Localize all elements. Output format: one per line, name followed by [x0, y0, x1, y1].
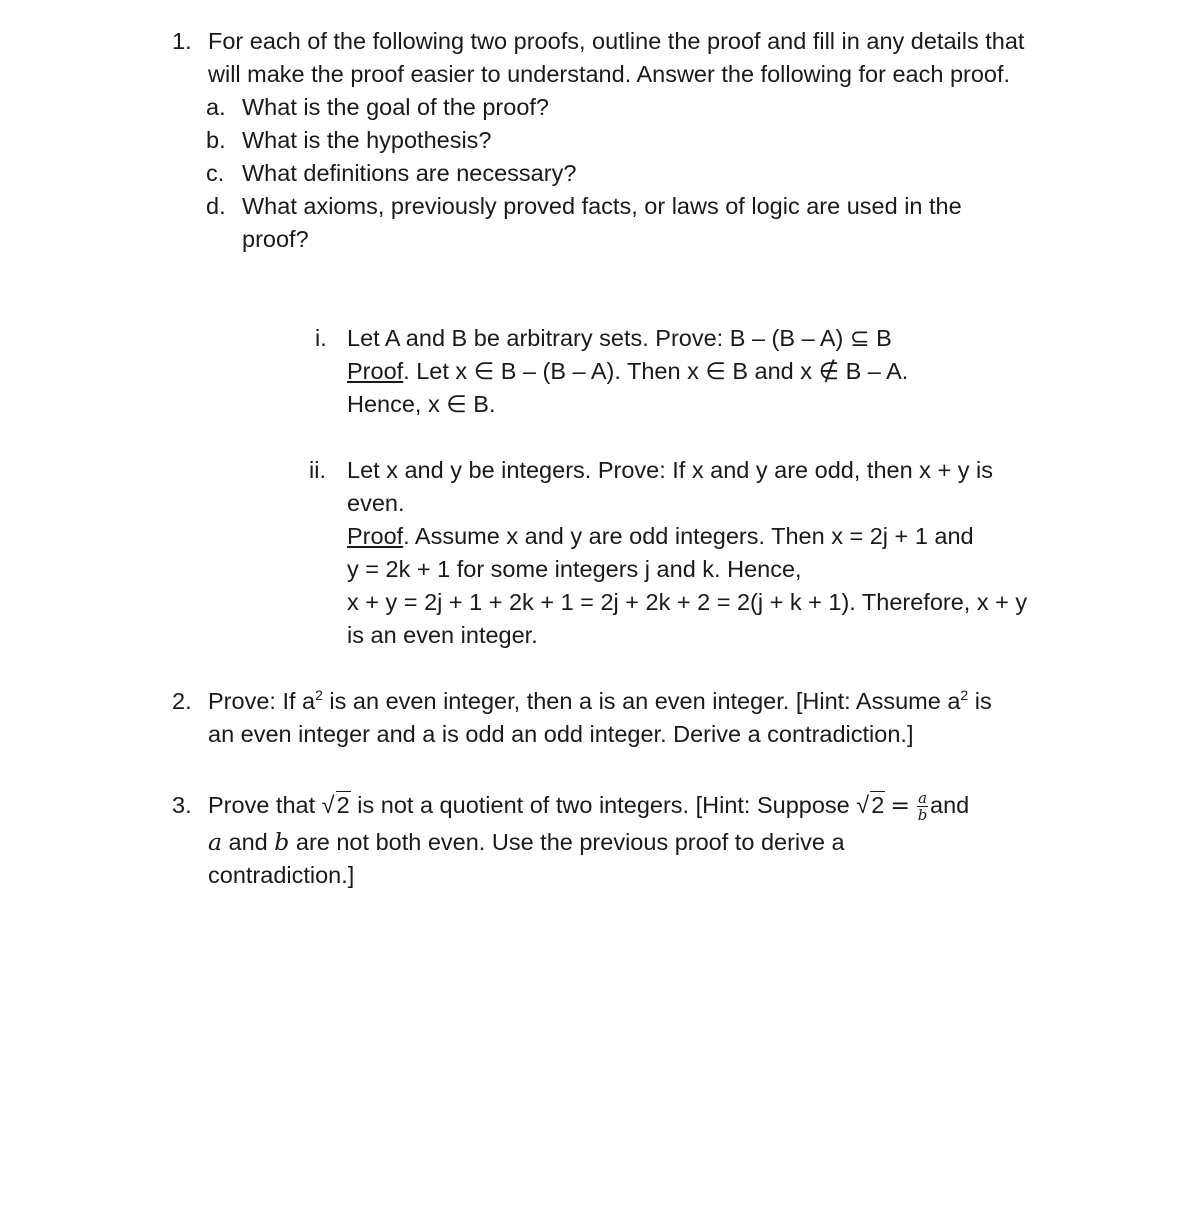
variable-b: b	[274, 828, 290, 856]
question-3	[172, 786, 1052, 892]
proof-i	[300, 322, 1040, 421]
proof-line: x + y = 2j + 1 + 2k + 1 = 2j + 2k + 2 = 2(j + k + 1). Therefore, x + y	[347, 589, 1028, 615]
sub-question-d	[206, 190, 976, 256]
superscript: 2	[960, 687, 969, 703]
sub-question-label: c.	[206, 160, 225, 186]
sub-question-text: What definitions are necessary?	[242, 160, 577, 186]
proof-statement: even.	[347, 490, 405, 516]
radicand: 2	[336, 792, 350, 818]
text-run: and	[930, 792, 970, 818]
fraction-a-over-b	[917, 790, 928, 823]
sub-question-c	[206, 157, 976, 190]
question-number: 2.	[172, 688, 192, 714]
radical-sign: √	[321, 792, 335, 818]
sqrt-2	[856, 786, 885, 824]
question-1	[172, 25, 1052, 256]
proof-ii-content	[347, 454, 1040, 652]
radical-sign: √	[856, 792, 870, 818]
question-line	[208, 786, 1052, 826]
sub-question-label: b.	[206, 127, 226, 153]
question-2	[172, 685, 1052, 751]
equals-sign: =	[890, 791, 911, 819]
text-run: is not a quotient of two integers. [Hint: Suppose	[350, 792, 857, 818]
sub-question-b	[206, 124, 976, 157]
text-run: Prove: If a	[208, 688, 316, 714]
question-text	[208, 786, 1052, 892]
numerator: a	[918, 789, 928, 808]
question-number: 3.	[172, 792, 192, 818]
radicand: 2	[871, 792, 885, 818]
proof-line: Hence, x ∈ B.	[347, 391, 496, 417]
proof-text: . Assume x and y are odd integers. Then x = 2j + 1 and	[403, 523, 974, 549]
proof-line	[347, 520, 1040, 553]
sub-question-text: What is the hypothesis?	[242, 127, 492, 153]
proof-line	[347, 355, 1040, 388]
text-run: are not both even. Use the previous proof to derive a	[289, 829, 845, 855]
question-text	[208, 685, 1052, 751]
proof-word: Proof	[347, 523, 404, 549]
proof-label: ii.	[309, 457, 326, 483]
proof-label: i.	[315, 325, 327, 351]
sub-question-a	[206, 91, 976, 124]
sub-question-text: What is the goal of the proof?	[242, 94, 549, 120]
proof-word: Proof	[347, 358, 404, 384]
text-run: and	[222, 829, 275, 855]
text-run: is an even integer, then a is an even integer. [Hint: Assume a	[322, 688, 961, 714]
superscript: 2	[315, 687, 323, 703]
proof-line: y = 2k + 1 for some integers j and k. Hence,	[347, 556, 802, 582]
sub-question-label: a.	[206, 94, 226, 120]
proof-statement: Let A and B be arbitrary sets. Prove: B – (B – A) ⊆ B	[347, 325, 892, 351]
text-run: Prove that	[208, 792, 322, 818]
question-line: an even integer and a is odd an odd integer. Derive a contradiction.]	[208, 721, 914, 747]
question-line	[208, 685, 1052, 718]
text-run: is	[968, 688, 992, 714]
variable-a: a	[208, 828, 223, 856]
sqrt-2	[322, 786, 351, 824]
proof-text: . Let x ∈ B – (B – A). Then x ∈ B and x ∉ B – A.	[403, 358, 909, 384]
question-text: For each of the following two proofs, outline the proof and fill in any details that will make the proof easier to understand. Answer the following for each proof.	[208, 28, 1025, 87]
sub-question-text: What axioms, previously proved facts, or laws of logic are used in the proof?	[242, 193, 962, 252]
question-number: 1.	[172, 28, 192, 54]
question-line	[208, 826, 1052, 859]
question-line: contradiction.]	[208, 862, 355, 888]
proof-line: is an even integer.	[347, 622, 538, 648]
sub-question-label: d.	[206, 193, 226, 219]
proof-ii	[300, 454, 1040, 652]
proof-i-content	[347, 322, 1040, 421]
proof-statement: Let x and y be integers. Prove: If x and y are odd, then x + y is	[347, 457, 993, 483]
denominator: b	[917, 806, 928, 825]
